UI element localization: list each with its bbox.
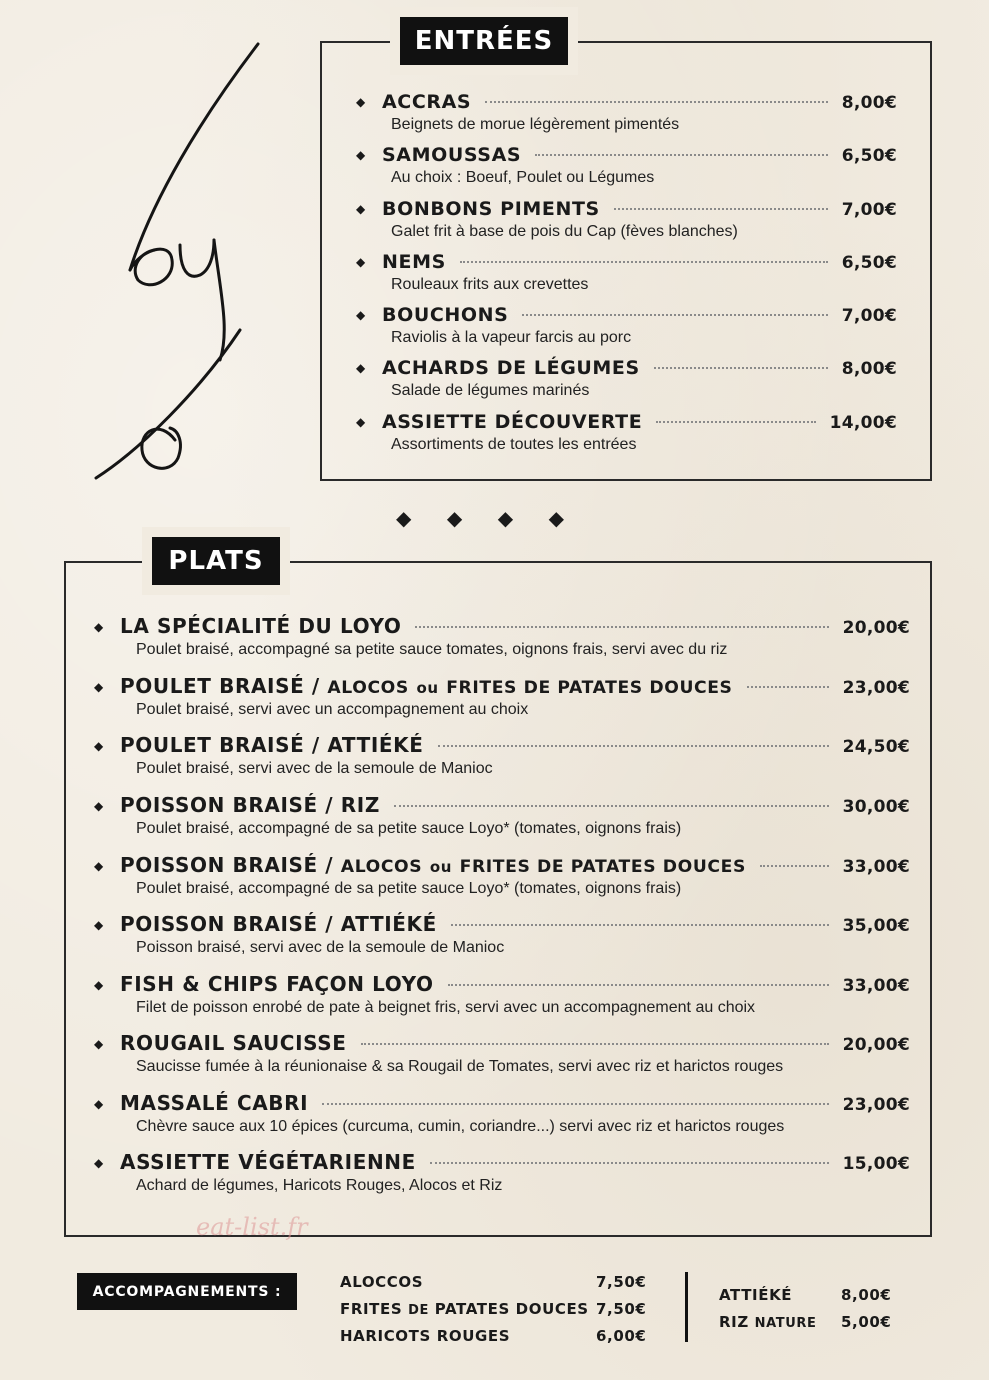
item-name: ACCRAS xyxy=(382,91,472,113)
item-description: Poulet braisé, accompagné de sa petite sauce Loyo* (tomates, oignons frais) xyxy=(136,880,682,897)
entrees-title: ENTRÉES xyxy=(400,17,568,65)
menu-item xyxy=(356,357,897,400)
menu-item xyxy=(94,972,910,1017)
diamond-bullet-icon: ◆ xyxy=(94,620,104,634)
diamond-bullet-icon: ◆ xyxy=(94,1156,104,1170)
option-or: ou xyxy=(416,679,439,697)
diamond-bullet-icon: ◆ xyxy=(94,978,104,992)
dot-leader xyxy=(535,154,828,156)
dot-leader xyxy=(654,367,828,369)
item-price: 23,00€ xyxy=(842,678,910,698)
menu-item xyxy=(94,1150,910,1195)
menu-item xyxy=(356,411,897,454)
side-name-part: NATURE xyxy=(754,1316,817,1331)
item-name: BONBONS PIMENTS xyxy=(382,198,600,220)
item-name: POISSON BRAISÉ / RIZ xyxy=(120,793,380,817)
item-description: Achard de légumes, Haricots Rouges, Alocos et Riz xyxy=(136,1177,503,1194)
diamond-bullet-icon: ◆ xyxy=(94,1037,104,1051)
diamond-bullet-icon: ◆ xyxy=(94,859,104,873)
dot-leader xyxy=(430,1162,829,1164)
item-description: Au choix : Boeuf, Poulet ou Légumes xyxy=(391,169,655,186)
dot-leader xyxy=(760,865,829,867)
menu-item xyxy=(356,304,897,347)
menu-item xyxy=(356,251,897,294)
item-description: Salade de légumes marinés xyxy=(391,382,590,399)
menu-item xyxy=(94,912,910,957)
item-name-main: POULET BRAISÉ / xyxy=(120,674,320,698)
side-name: ALOCCOS xyxy=(340,1273,424,1291)
option-or: ou xyxy=(429,858,453,876)
side-price: 7,50€ xyxy=(596,1300,647,1318)
side-price: 5,00€ xyxy=(841,1313,892,1331)
diamond-bullet-icon: ◆ xyxy=(356,361,366,375)
diamond-bullet-icon: ◆ xyxy=(356,415,366,429)
menu-item xyxy=(94,1031,910,1076)
item-price: 35,00€ xyxy=(842,916,910,936)
menu-item xyxy=(356,198,897,241)
dot-leader xyxy=(415,626,828,628)
dot-leader xyxy=(485,101,828,103)
item-name: MASSALÉ CABRI xyxy=(120,1091,309,1115)
diamond-bullet-icon: ◆ xyxy=(356,148,366,162)
item-description: Rouleaux frits aux crevettes xyxy=(391,276,589,293)
diamond-bullet-icon: ◆ xyxy=(356,95,366,109)
option-a: ALOCOS xyxy=(340,857,423,877)
item-name: POULET BRAISÉ / ATTIÉKÉ xyxy=(120,733,424,757)
item-price: 8,00€ xyxy=(841,359,897,379)
item-name: ACHARDS DE LÉGUMES xyxy=(382,357,640,379)
diamond-bullet-icon: ◆ xyxy=(94,680,104,694)
plats-title: PLATS xyxy=(152,537,280,585)
item-price: 6,50€ xyxy=(841,146,897,166)
dot-leader xyxy=(614,208,828,210)
item-description: Poulet braisé, servi avec un accompagnement au choix xyxy=(136,701,529,718)
item-description: Chèvre sauce aux 10 épices (curcuma, cumin, coriandre...) servi avec riz et harictos rouges xyxy=(136,1118,785,1135)
side-name xyxy=(340,1300,589,1318)
item-price: 33,00€ xyxy=(842,857,910,877)
side-name xyxy=(719,1313,817,1331)
item-price: 7,00€ xyxy=(841,200,897,220)
item-name: POISSON BRAISÉ / ATTIÉKÉ xyxy=(120,912,437,936)
side-price: 6,00€ xyxy=(596,1327,647,1345)
item-name: SAMOUSSAS xyxy=(382,144,522,166)
option-b: FRITES DE PATATES DOUCES xyxy=(459,857,746,877)
diamond-bullet-icon: ◆ xyxy=(356,255,366,269)
item-name: LA SPÉCIALITÉ DU LOYO xyxy=(120,614,402,638)
item-name-main: POISSON BRAISÉ / xyxy=(120,853,334,877)
item-description: Poisson braisé, servi avec de la semoule de Manioc xyxy=(136,939,505,956)
item-name: ASSIETTE DÉCOUVERTE xyxy=(382,411,643,433)
loyo-logo xyxy=(80,30,280,490)
item-price: 24,50€ xyxy=(842,737,910,757)
item-description: Raviolis à la vapeur farcis au porc xyxy=(391,329,632,346)
menu-item xyxy=(94,614,910,659)
dot-leader xyxy=(747,686,829,688)
diamond-separator xyxy=(396,506,564,530)
option-a: ALOCOS xyxy=(327,678,409,698)
item-price: 7,00€ xyxy=(841,306,897,326)
dot-leader xyxy=(394,805,829,807)
diamond-bullet-icon: ◆ xyxy=(356,308,366,322)
diamond-bullet-icon: ◆ xyxy=(356,202,366,216)
menu-item xyxy=(94,733,910,778)
item-name: ROUGAIL SAUCISSE xyxy=(120,1031,347,1055)
item-name: ASSIETTE VÉGÉTARIENNE xyxy=(120,1150,416,1174)
item-price: 20,00€ xyxy=(842,618,910,638)
item-name xyxy=(120,674,733,698)
side-price: 7,50€ xyxy=(596,1273,647,1291)
menu-item xyxy=(356,91,897,134)
item-price: 8,00€ xyxy=(841,93,897,113)
item-description: Assortiments de toutes les entrées xyxy=(391,436,637,453)
diamond-bullet-icon: ◆ xyxy=(94,918,104,932)
diamond-icon: ◆ xyxy=(446,506,463,530)
dot-leader xyxy=(322,1103,828,1105)
diamond-bullet-icon: ◆ xyxy=(94,799,104,813)
item-description: Beignets de morue légèrement pimentés xyxy=(391,116,680,133)
item-price: 33,00€ xyxy=(842,976,910,996)
menu-item xyxy=(356,144,897,187)
dot-leader xyxy=(438,745,829,747)
item-price: 6,50€ xyxy=(841,253,897,273)
diamond-icon: ◆ xyxy=(497,506,514,530)
dot-leader xyxy=(451,924,829,926)
accompagnements-title: ACCOMPAGNEMENTS : xyxy=(77,1273,297,1310)
item-description: Saucisse fumée à la réunionaise & sa Rougail de Tomates, servi avec riz et harictos rouges xyxy=(136,1058,784,1075)
item-name: BOUCHONS xyxy=(382,304,509,326)
menu-item xyxy=(94,1091,910,1136)
side-name-part: DE xyxy=(408,1303,429,1318)
item-price: 23,00€ xyxy=(842,1095,910,1115)
side-name-part: RIZ xyxy=(719,1313,749,1331)
item-price: 15,00€ xyxy=(842,1154,910,1174)
dot-leader xyxy=(361,1043,829,1045)
dot-leader xyxy=(656,421,815,423)
menu-item xyxy=(94,853,910,898)
side-name-part: PATATES DOUCES xyxy=(434,1300,589,1318)
side-name: HARICOTS ROUGES xyxy=(340,1327,511,1345)
item-description: Poulet braisé, accompagné sa petite sauce tomates, oignons frais, servi avec du riz xyxy=(136,641,728,658)
option-b: FRITES DE PATATES DOUCES xyxy=(446,678,733,698)
item-price: 14,00€ xyxy=(829,413,897,433)
menu-item xyxy=(94,793,910,838)
item-price: 30,00€ xyxy=(842,797,910,817)
diamond-icon: ◆ xyxy=(548,506,564,530)
vertical-divider xyxy=(685,1272,688,1342)
dot-leader xyxy=(460,261,828,263)
dot-leader xyxy=(448,984,829,986)
diamond-icon: ◆ xyxy=(396,506,412,530)
side-name: ATTIÉKÉ xyxy=(719,1286,793,1304)
dot-leader xyxy=(522,314,827,316)
watermark: eat-list.fr xyxy=(196,1213,308,1241)
item-description: Filet de poisson enrobé de pate à beignet fris, servi avec un accompagnement au choix xyxy=(136,999,756,1016)
item-description: Galet frit à base de pois du Cap (fèves blanches) xyxy=(391,223,738,240)
item-price: 20,00€ xyxy=(842,1035,910,1055)
item-description: Poulet braisé, accompagné de sa petite sauce Loyo* (tomates, oignons frais) xyxy=(136,820,682,837)
diamond-bullet-icon: ◆ xyxy=(94,739,104,753)
side-price: 8,00€ xyxy=(841,1286,892,1304)
item-name: FISH & CHIPS FAÇON LOYO xyxy=(120,972,434,996)
item-name: NEMS xyxy=(382,251,446,273)
diamond-bullet-icon: ◆ xyxy=(94,1097,104,1111)
item-description: Poulet braisé, servi avec de la semoule de Manioc xyxy=(136,760,493,777)
item-name xyxy=(120,853,746,877)
side-name-part: FRITES xyxy=(340,1300,403,1318)
menu-item xyxy=(94,674,910,719)
